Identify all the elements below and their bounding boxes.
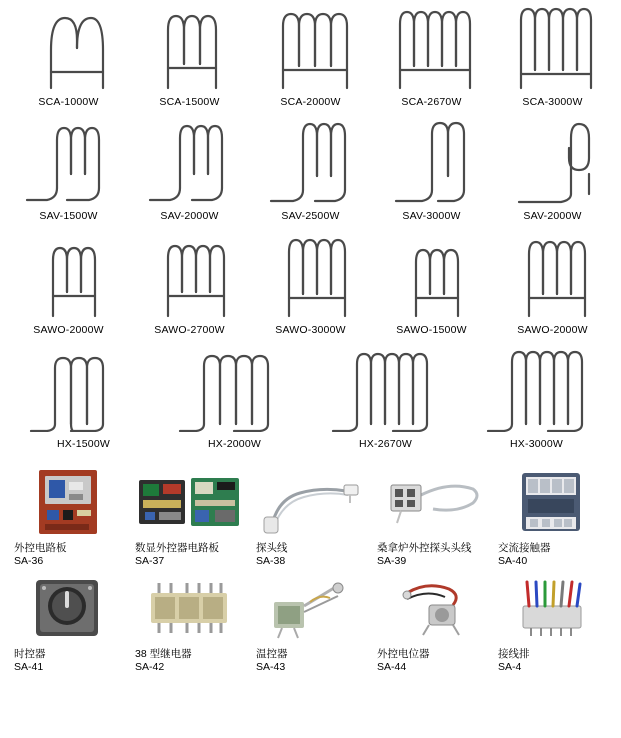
heater-label: SCA-3000W [522,96,583,108]
potentiometer-icon [377,572,485,644]
part-name: 桑拿炉外控探头头线 [377,542,472,554]
heater-item [8,4,129,118]
part-item [252,466,373,568]
heater-item [492,232,613,346]
heater-item [159,346,310,460]
heater-item [129,4,250,118]
part-name: 接线排 [498,648,530,660]
heater-label: HX-3000W [510,438,563,450]
heater-label: SAWO-2700W [154,324,225,336]
heater-label: SAV-1500W [39,210,98,222]
part-name: 外控电路板 [14,542,67,554]
sensor-probe-cable-icon [256,466,364,538]
heater-label: SAV-2000W [160,210,219,222]
part-code: SA-4 [498,661,522,673]
heater-element-icon [259,118,363,204]
part-code: SA-44 [377,661,407,673]
heater-item [492,118,613,232]
part-item [494,572,615,674]
heater-item [371,4,492,118]
heater-label: SAWO-2000W [517,324,588,336]
part-code: SA-36 [14,555,44,567]
part-code: SA-38 [256,555,286,567]
heater-row-sawo [8,232,613,346]
part-item [494,466,615,568]
part-code: SA-43 [256,661,286,673]
heater-item [310,346,461,460]
part-name: 探头线 [256,542,288,554]
heater-element-icon [21,4,117,90]
heater-label: SAWO-2000W [33,324,104,336]
heater-element-icon [142,232,238,318]
parts-row-1 [10,466,615,568]
heater-element-icon [138,118,242,204]
heater-item [492,4,613,118]
relay-38-icon [135,572,243,644]
heater-item [129,118,250,232]
part-name: 交流接触器 [498,542,551,554]
heater-label: SCA-1000W [38,96,99,108]
thermostat-icon [256,572,364,644]
pcb-board-green-icon [135,466,243,538]
heater-element-icon [505,232,601,318]
heater-element-icon [172,346,298,432]
heater-item [250,4,371,118]
heater-label: SAWO-3000W [275,324,346,336]
part-item [10,572,131,674]
heater-row-sav [8,118,613,232]
heater-label: SAV-2500W [281,210,340,222]
parts-row-2 [10,572,615,674]
heater-element-icon [142,4,238,90]
heater-label: SCA-2670W [401,96,462,108]
heater-element-icon [21,346,147,432]
terminal-block-icon [498,572,606,644]
part-item [10,466,131,568]
part-name: 外控电位器 [377,648,430,660]
timer-knob-icon [14,572,122,644]
part-name: 时控器 [14,648,46,660]
heater-item [250,118,371,232]
heater-item [250,232,371,346]
heater-element-icon [505,4,601,90]
heater-item [8,118,129,232]
heater-element-icon [17,118,121,204]
heater-label: SAV-3000W [402,210,461,222]
part-item [131,466,252,568]
heater-element-icon [384,4,480,90]
heater-label: HX-2000W [208,438,261,450]
part-name: 38 型继电器 [135,648,192,660]
ac-contactor-icon [498,466,606,538]
part-item [252,572,373,674]
part-item [131,572,252,674]
heater-element-icon [323,346,449,432]
heater-label: SCA-2000W [280,96,341,108]
controller-probe-cable-icon [377,466,485,538]
heater-label: SAV-2000W [523,210,582,222]
part-name: 温控器 [256,648,288,660]
heater-element-icon [474,346,600,432]
part-code: SA-37 [135,555,165,567]
heater-item [371,118,492,232]
heater-label: HX-2670W [359,438,412,450]
heater-item [371,232,492,346]
heater-label: HX-1500W [57,438,110,450]
heater-row-hx [8,346,613,460]
part-item [373,466,494,568]
heater-item [461,346,612,460]
heater-item [8,346,159,460]
heater-element-icon [384,232,480,318]
part-name: 数显外控器电路板 [135,542,219,554]
heater-element-icon [501,118,605,204]
heater-row-sca [8,4,613,118]
part-item [373,572,494,674]
heater-label: SCA-1500W [159,96,220,108]
heater-item [129,232,250,346]
part-code: SA-41 [14,661,44,673]
heater-element-icon [263,4,359,90]
part-code: SA-40 [498,555,528,567]
heater-element-icon [21,232,117,318]
heater-element-icon [263,232,359,318]
pcb-board-red-icon [14,466,122,538]
control-parts-section [0,460,621,674]
heater-element-icon [380,118,484,204]
heater-item [8,232,129,346]
part-code: SA-39 [377,555,407,567]
part-code: SA-42 [135,661,165,673]
heater-label: SAWO-1500W [396,324,467,336]
